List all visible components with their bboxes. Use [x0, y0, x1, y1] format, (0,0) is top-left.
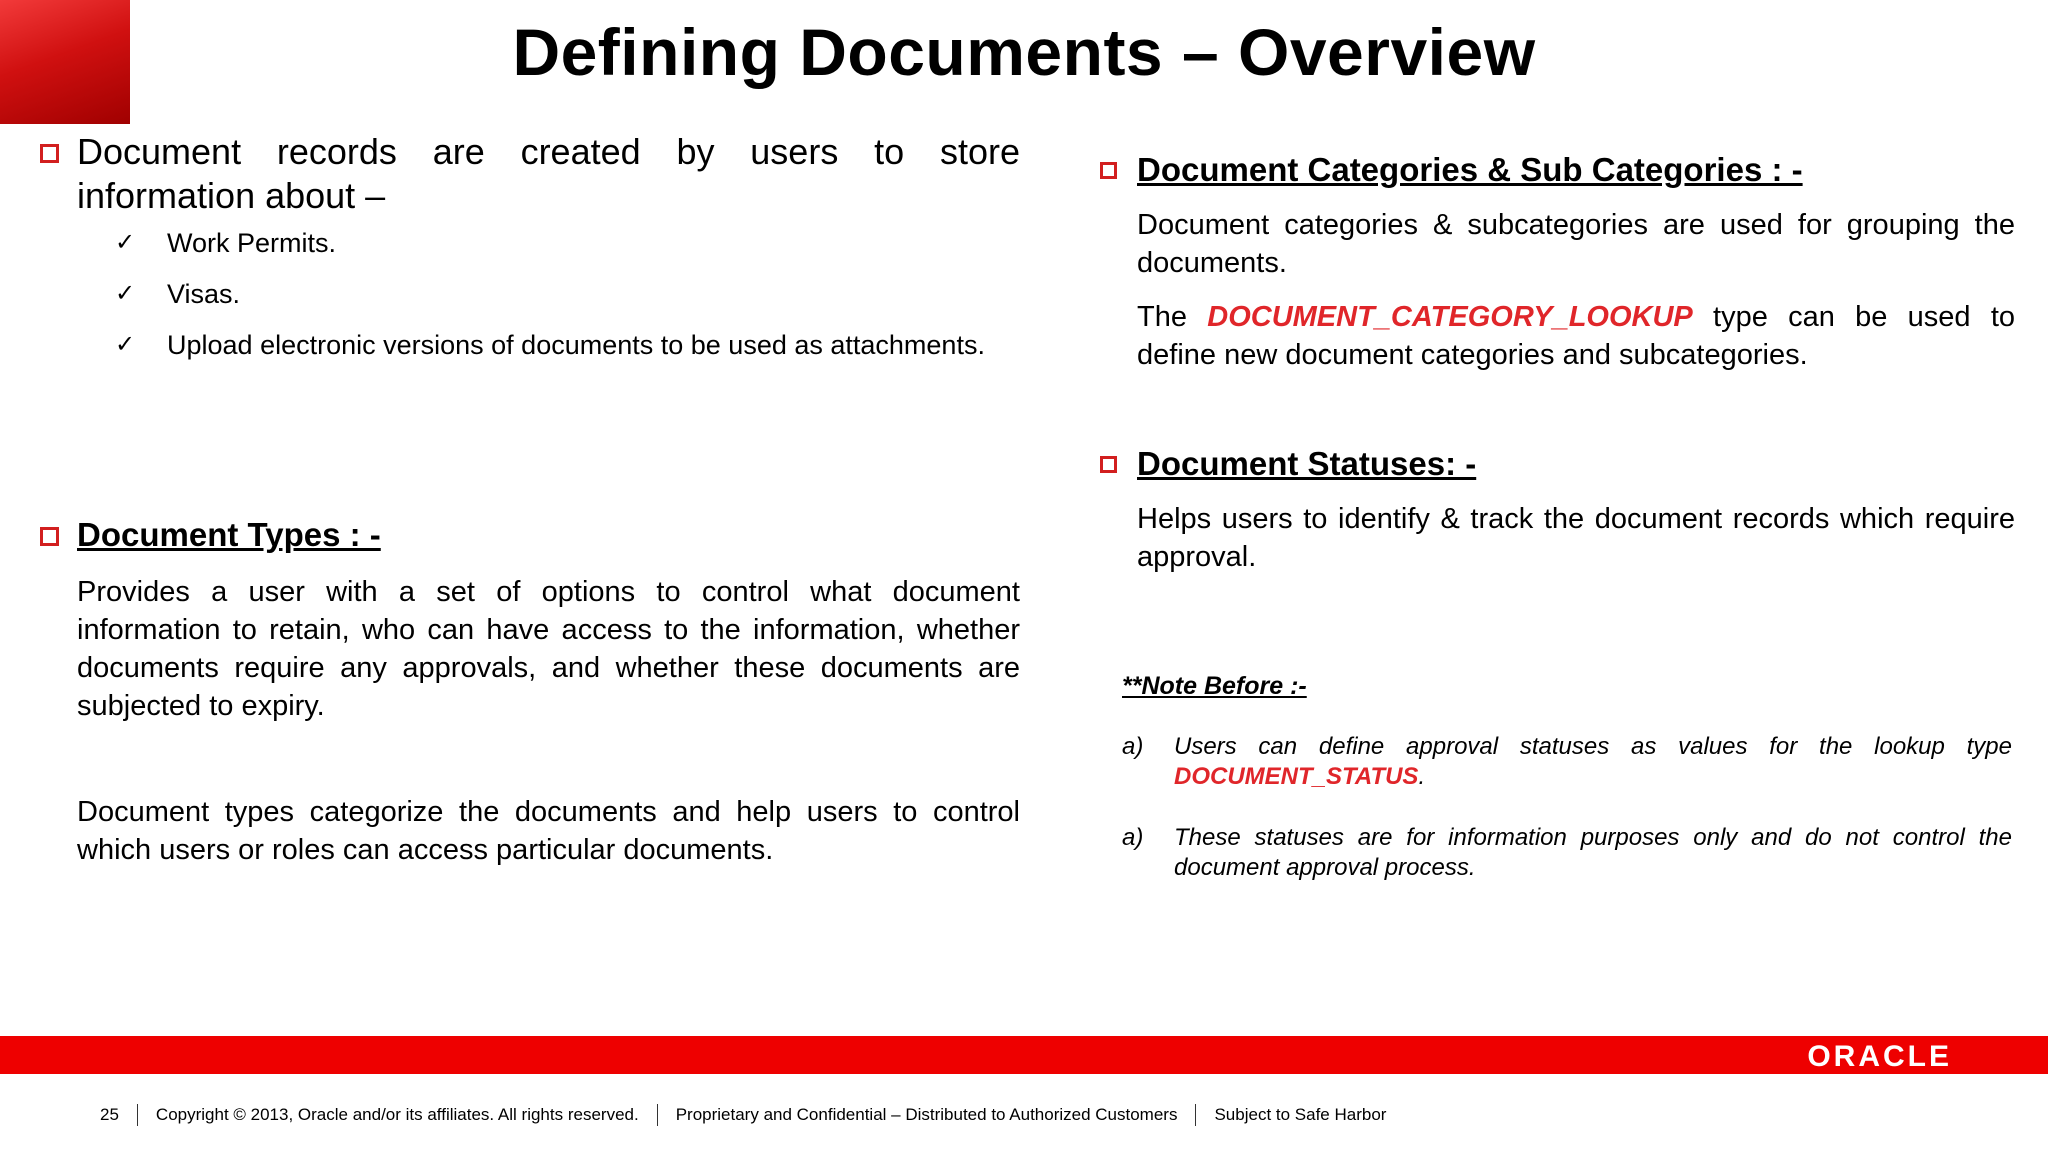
footer-separator: [657, 1104, 658, 1126]
check-item: [40, 226, 1020, 260]
document-types-paragraph-2: Document types categorize the documents and help users to control which users or roles can access particular documents.: [77, 796, 1020, 866]
note-title: **Note Before :-: [1122, 672, 1307, 700]
lead-paragraph: [40, 130, 1020, 218]
note-letter: a): [1122, 733, 1144, 760]
document-types-heading-text: Document Types : -: [77, 516, 381, 553]
checkmark-icon: ✓: [115, 331, 136, 358]
checkmark-icon: ✓: [115, 229, 136, 256]
categories-para2-prefix: The: [1137, 301, 1208, 333]
check-item-text: Work Permits.: [167, 228, 337, 258]
categories-para2-suffix: type can be used to define new document categories and subcategories.: [1137, 301, 2016, 371]
note-letter: a): [1122, 824, 1144, 851]
oracle-logo: ORACLE: [1807, 1040, 1952, 1073]
copyright-text: Copyright © 2013, Oracle and/or its affiliates. All rights reserved.: [155, 1105, 639, 1124]
check-item-text: Upload electronic versions of documents to be used as attachments.: [167, 330, 985, 360]
footer-bar: [0, 1036, 2048, 1074]
confidential-text: Proprietary and Confidential – Distributed to Authorized Customers: [675, 1105, 1178, 1124]
check-list: [40, 226, 1020, 362]
left-column: [40, 130, 1020, 869]
document-categories-heading-text: Document Categories & Sub Categories : -: [1137, 151, 1803, 188]
document-statuses-heading-text: Document Statuses: -: [1137, 445, 1477, 482]
document-statuses-paragraph: Helps users to identify & track the document records which require approval.: [1137, 503, 2015, 573]
footer-separator: [137, 1104, 138, 1126]
document-types-heading: [40, 515, 1020, 555]
document-categories-paragraph-2: [1100, 298, 2015, 374]
document-categories-heading: [1100, 150, 2015, 190]
footer-text: [100, 1104, 1386, 1126]
bullet-box-icon: [40, 527, 59, 546]
check-item: [40, 328, 1020, 362]
check-item-text: Visas.: [167, 279, 241, 309]
checkmark-icon: ✓: [115, 280, 136, 307]
document-statuses-heading: [1100, 444, 2015, 484]
safe-harbor-text: Subject to Safe Harbor: [1214, 1105, 1387, 1124]
note-text: Users can define approval statuses as values for the lookup type: [1174, 733, 2012, 760]
bullet-box-icon: [1100, 456, 1117, 473]
slide-title: Defining Documents – Overview: [512, 15, 1536, 89]
right-column: [1100, 150, 2015, 576]
document-types-paragraph-1: Provides a user with a set of options to control what document information to retain, who can have access to the information, whether documents require any approvals, and whether these documents are subjected to expiry.: [77, 576, 1020, 722]
note-list: [1122, 732, 2012, 914]
document-status-term: DOCUMENT_STATUS: [1174, 763, 1419, 790]
note-item: [1122, 823, 2012, 883]
category-lookup-term: DOCUMENT_CATEGORY_LOOKUP: [1207, 301, 1693, 333]
note-tail: .: [1418, 763, 1426, 790]
note-item: [1122, 732, 2012, 792]
bullet-box-icon: [40, 144, 59, 163]
note-text: These statuses are for information purposes only and do not control the document approval process.: [1174, 824, 2012, 881]
check-item: [40, 277, 1020, 311]
footer-separator: [1195, 1104, 1196, 1126]
page-number: 25: [100, 1105, 119, 1124]
bullet-box-icon: [1100, 162, 1117, 179]
lead-text: Document records are created by users to store information about –: [77, 131, 1020, 216]
document-categories-paragraph-1: Document categories & subcategories are used for grouping the documents.: [1137, 209, 2015, 279]
